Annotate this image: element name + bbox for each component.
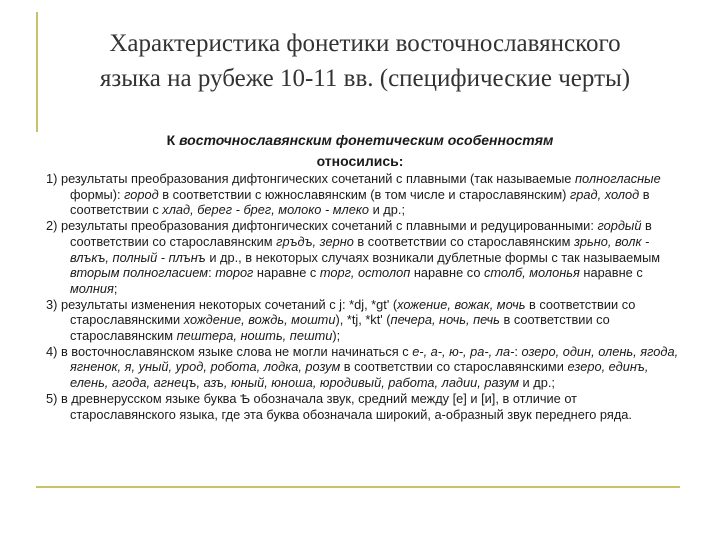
subtitle-suffix: относились: <box>316 153 404 169</box>
item-text: ), *tj, *kt' ( <box>335 312 391 328</box>
item-text: наравне с <box>253 265 320 281</box>
item-number: 3) <box>46 296 58 312</box>
example-term: е-, а-, ю-, ра-, ла- <box>412 343 515 359</box>
example-term: торг, остолоп <box>319 265 411 281</box>
example-term: гордый <box>597 218 642 234</box>
item-text: в восточнославянском языке слова не могли начинаться с <box>60 343 413 359</box>
example-term: град, холод <box>569 186 640 202</box>
feature-item <box>46 218 686 297</box>
item-number: 5) <box>46 390 58 406</box>
item-text: ); <box>332 328 341 344</box>
decorative-horizontal-line <box>36 486 680 488</box>
example-term: пештера, ношть, пешти <box>176 328 333 344</box>
item-text: : <box>514 343 522 359</box>
example-term: полногласные <box>574 171 661 186</box>
item-text: в древнерусском языке буква Ѣ обозначала звук, средний между [е] и [и], в отличие от старославянского языка, где эта буква обозначала широкий, а-образный звук переднего ряда. <box>60 390 632 422</box>
title-line-2: языка на рубеже 10-11 вв. (специфические черты) <box>99 65 631 92</box>
item-text: : <box>208 265 216 281</box>
example-term: вторым полногласием <box>70 265 209 281</box>
title-line-1: Характеристика фонетики восточнославянского <box>109 30 621 57</box>
slide-title <box>45 26 685 96</box>
example-term: хлад, берег - брег, молоко - млеко <box>162 202 370 218</box>
example-term: озеро, один, олень, ягода, ягненок, я, уный, урод, робота, лодка, розум <box>70 343 679 375</box>
example-term: столб, молонья <box>484 265 580 281</box>
item-text: формы): <box>70 186 125 202</box>
item-text: в соответствии со старославянскими <box>340 359 568 375</box>
feature-item <box>46 391 686 422</box>
item-number: 2) <box>46 218 58 234</box>
item-text: в соответствии с южнославянским (в том числе и старославянским) <box>158 186 570 202</box>
item-text: результаты преобразования дифтонгических сочетаний с плавными (так называемые <box>60 171 575 186</box>
item-text: наравне с <box>579 265 643 281</box>
example-term: зрьно, волк - влъкъ, полный - плънъ <box>70 233 650 265</box>
example-term: хождение, вождь, мошти <box>183 312 336 328</box>
example-term: езеро, единъ, елень, агода, агнецъ, азъ, юный, юноша, юродивый, работа, ладии, разум <box>70 359 649 391</box>
item-text: результаты преобразования дифтонгических сочетаний с плавными и редуцированными: <box>60 218 598 234</box>
item-text: и др.; <box>519 375 555 391</box>
item-text: ; <box>113 280 118 296</box>
decorative-vertical-line <box>36 12 38 132</box>
example-term: торог <box>215 265 254 281</box>
example-term: гръдъ, зерно <box>276 233 354 249</box>
item-number: 4) <box>46 343 58 359</box>
item-text: и др., в некоторых случаях возникали дублетные формы с так называемым <box>205 249 661 265</box>
item-text: наравне со <box>410 265 484 281</box>
feature-item <box>46 297 686 344</box>
item-text: в соответствии со старославянским <box>70 312 610 344</box>
item-text: результаты изменения некоторых сочетаний с j: *dj, *gt' ( <box>60 296 398 312</box>
slide-subtitle <box>60 130 660 172</box>
subtitle-prefix: К <box>166 132 180 148</box>
example-term: город <box>124 186 159 202</box>
item-number: 1) <box>46 171 58 186</box>
feature-list <box>46 171 686 422</box>
item-text: в соответствии со старославянскими <box>70 296 636 328</box>
feature-item <box>46 171 686 218</box>
example-term: хожение, вожак, мочь <box>397 296 526 312</box>
example-term: молния <box>70 280 114 296</box>
item-text: в соответствии со старославянским <box>353 233 574 249</box>
item-text: и др.; <box>369 202 406 218</box>
item-text: в соответствии с <box>70 186 650 218</box>
item-text: в соответствии со старославянским <box>70 218 652 249</box>
subtitle-emphasis: восточнославянским фонетическим особенностям <box>179 132 554 148</box>
feature-item <box>46 344 686 391</box>
example-term: печера, ночь, печь <box>390 312 500 328</box>
